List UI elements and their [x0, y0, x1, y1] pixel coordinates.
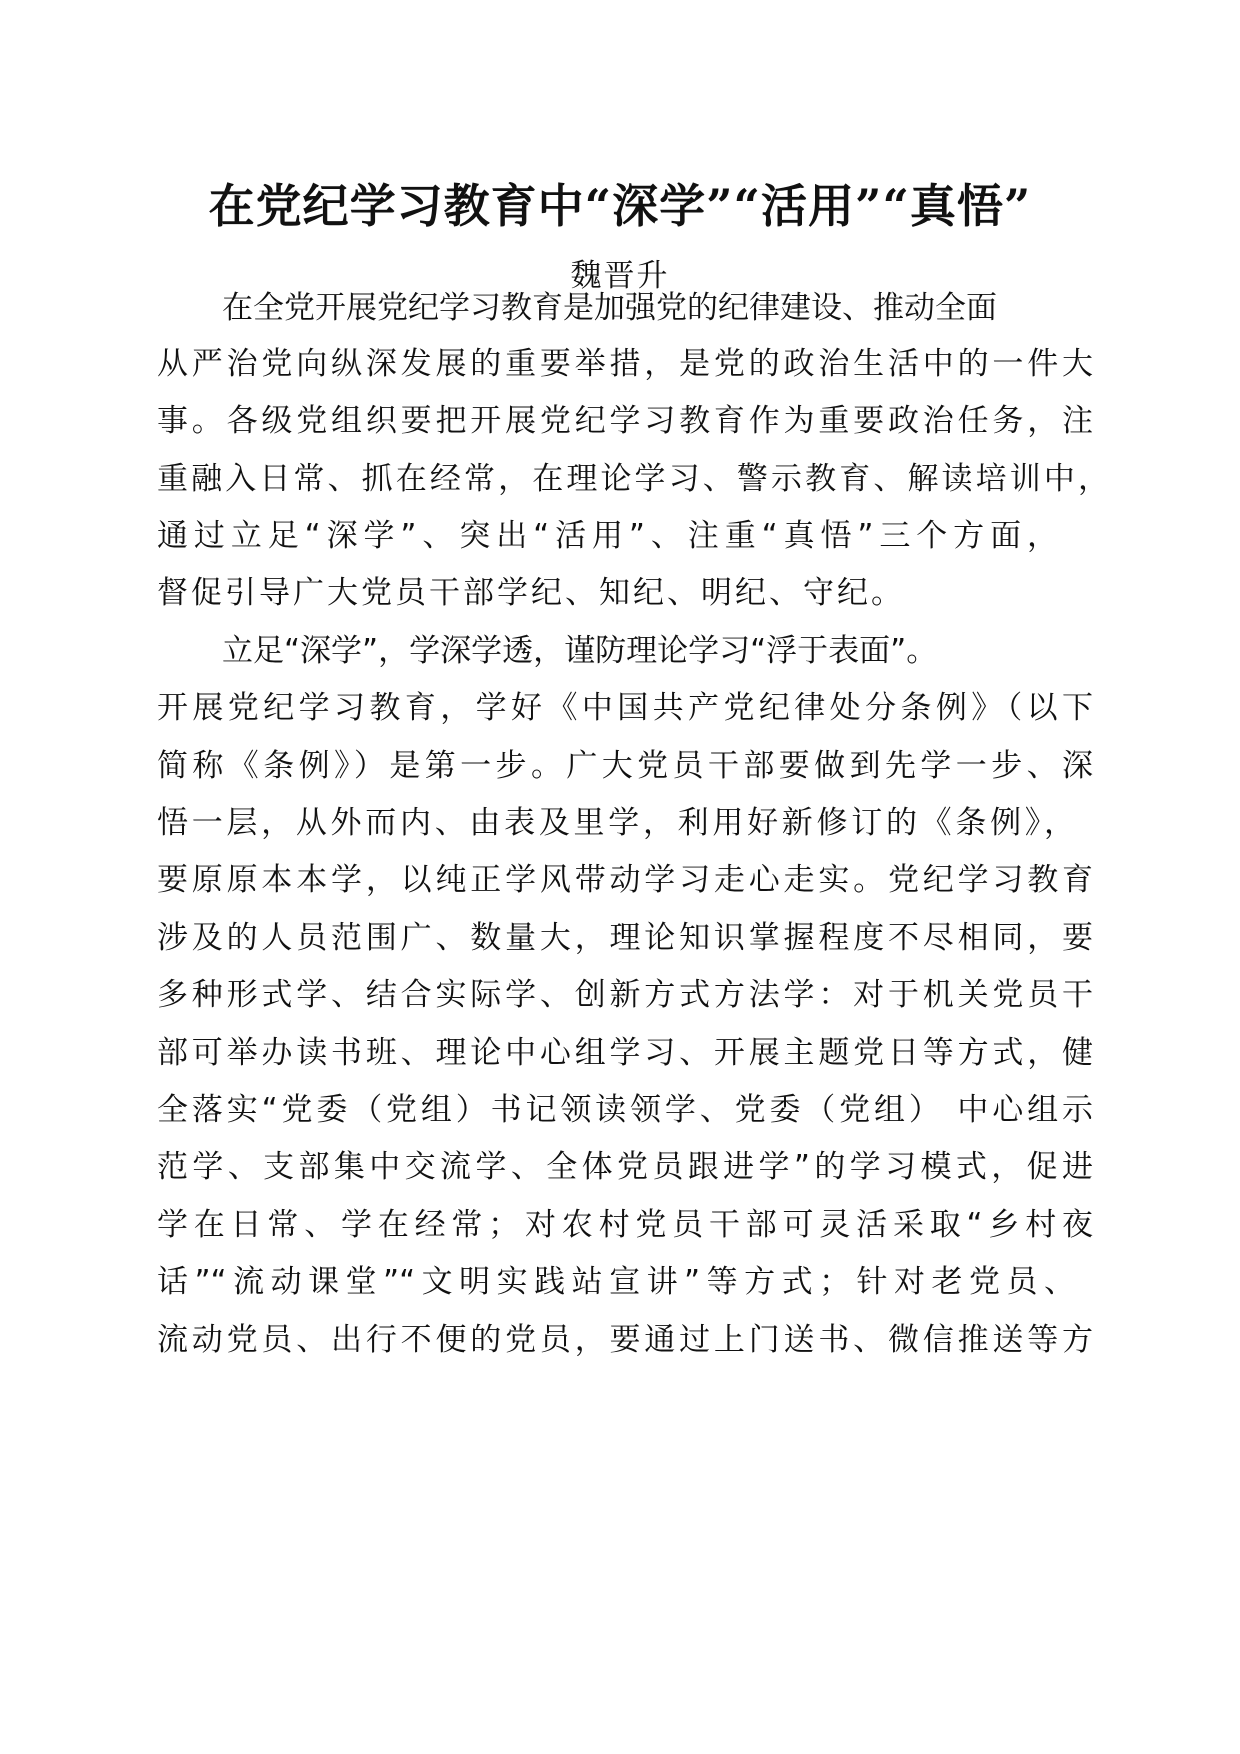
paragraph-line: 流动党员、出行不便的党员，要通过上门送书、微信推送等方 [157, 1322, 1093, 1358]
paragraph-line: 重融入日常、抓在经常，在理论学习、警示教育、解读培训中， [157, 461, 1109, 497]
paragraph-line: 全落实“党委（党组）书记领读领学、党委（党组） 中心组示 [157, 1092, 1093, 1128]
paragraph-line: 在全党开展党纪学习教育是加强党的纪律建设、推动全面 [222, 290, 997, 326]
paragraph-line: 督促引导广大党员干部学纪、知纪、明纪、守纪。 [157, 575, 905, 611]
author-name: 魏晋升 [570, 258, 670, 294]
paragraph-line: 多种形式学、结合实际学、创新方式方法学：对于机关党员干 [157, 977, 1093, 1013]
paragraph-line: 立足“深学”，学深学透，谨防理论学习“浮于表面”。 [222, 633, 938, 669]
paragraph-line: 从严治党向纵深发展的重要举措，是党的政治生活中的一件大 [157, 346, 1093, 382]
paragraph-line: 悟一层，从外而内、由表及里学，利用好新修订的《条例》， [157, 805, 1075, 841]
paragraph-line: 学在日常、学在经常；对农村党员干部可灵活采取“乡村夜 [157, 1207, 1093, 1243]
paragraph-line: 话”“流动课堂”“文明实践站宣讲”等方式；针对老党员、 [157, 1264, 1075, 1300]
paragraph-line: 通过立足“深学”、突出“活用”、注重“真悟”三个方面， [157, 518, 1058, 554]
paragraph-line: 开展党纪学习教育，学好《中国共产党纪律处分条例》（以下 [157, 690, 1093, 726]
document-title: 在党纪学习教育中“深学”“活用”“真悟” [208, 179, 1032, 233]
paragraph-line: 事。各级党组织要把开展党纪学习教育作为重要政治任务，注 [157, 403, 1093, 439]
paragraph-line: 简称《条例》）是第一步。广大党员干部要做到先学一步、深 [157, 748, 1093, 784]
paragraph-line: 范学、支部集中交流学、全体党员跟进学”的学习模式，促进 [157, 1149, 1093, 1185]
paragraph-line: 要原原本本学，以纯正学风带动学习走心走实。党纪学习教育 [157, 862, 1093, 898]
paragraph-line: 涉及的人员范围广、数量大，理论知识掌握程度不尽相同，要 [157, 920, 1093, 956]
paragraph-line: 部可举办读书班、理论中心组学习、开展主题党日等方式，健 [157, 1035, 1093, 1071]
